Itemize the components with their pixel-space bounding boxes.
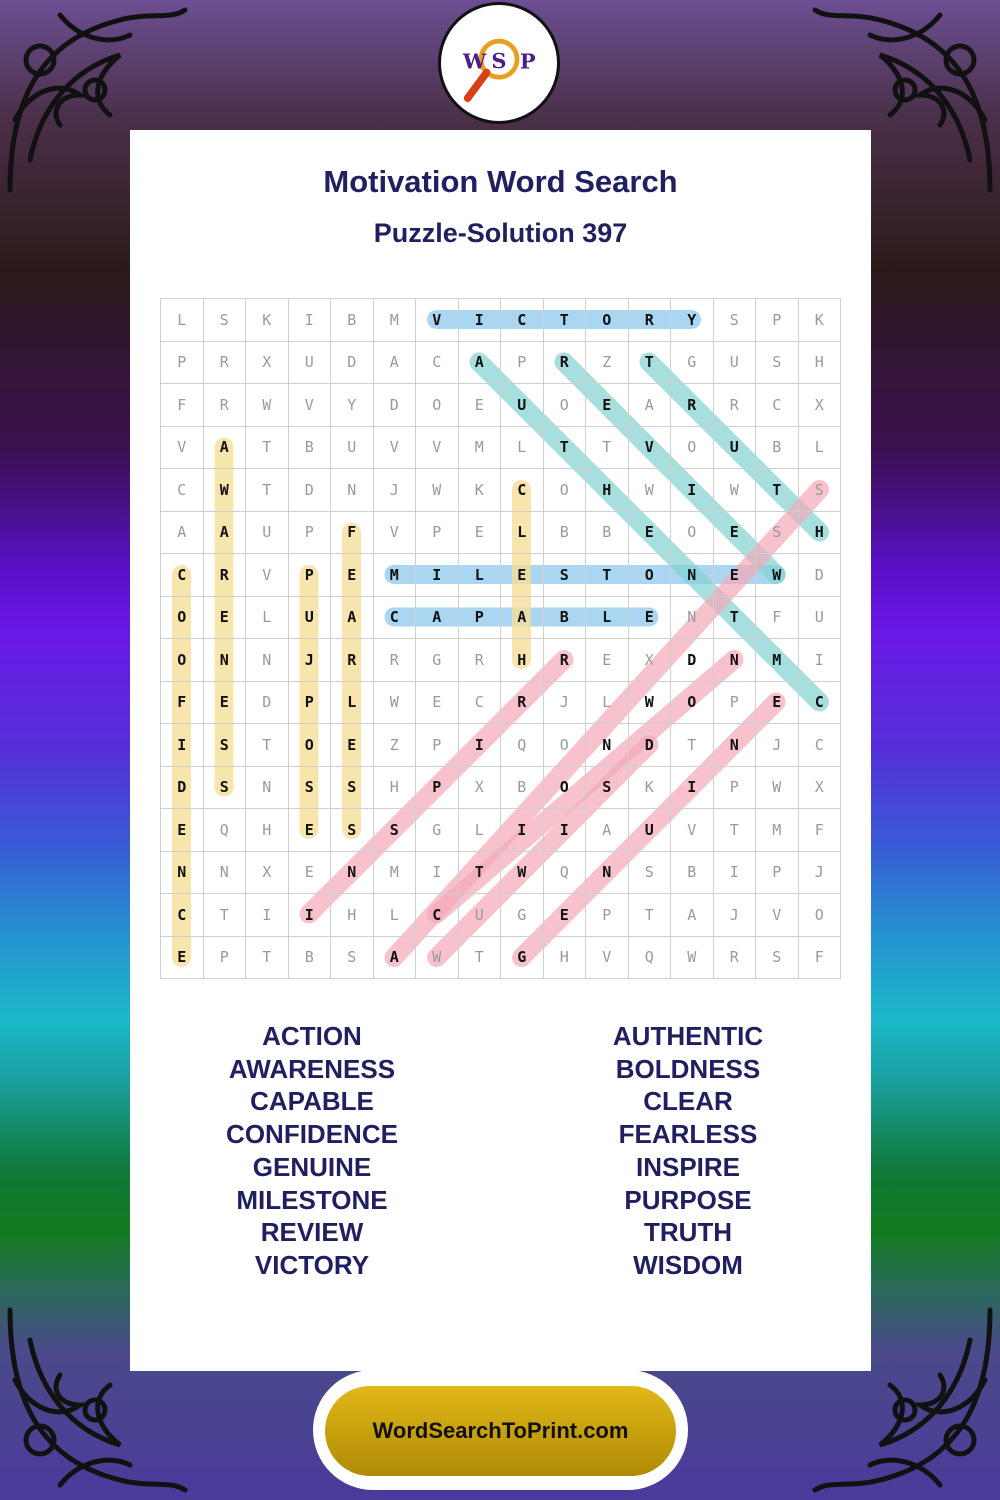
grid-cell[interactable]: O	[671, 512, 714, 555]
grid-cell[interactable]: H	[586, 469, 629, 512]
grid-cell[interactable]: E	[586, 384, 629, 427]
grid-cell[interactable]: E	[161, 937, 204, 980]
wsp-logo	[438, 2, 560, 124]
grid-cell[interactable]: I	[799, 639, 842, 682]
word-list-item: VICTORY	[254, 1249, 370, 1280]
grid-cell[interactable]: R	[204, 554, 247, 597]
word-list-item: MILESTONE	[236, 1184, 388, 1215]
grid-cell[interactable]: C	[416, 894, 459, 937]
grid-cell[interactable]: E	[501, 554, 544, 597]
grid-cell[interactable]: N	[586, 724, 629, 767]
grid-cell[interactable]: E	[161, 809, 204, 852]
grid-cell[interactable]: R	[501, 682, 544, 725]
grid-cell[interactable]: N	[161, 852, 204, 895]
word-list-item: GENUINE	[252, 1151, 372, 1182]
word-list-item: REVIEW	[260, 1217, 364, 1248]
grid-cell[interactable]: W	[416, 469, 459, 512]
grid-cell[interactable]: E	[714, 512, 757, 555]
grid-cell[interactable]: E	[331, 554, 374, 597]
grid-cell[interactable]: R	[374, 639, 417, 682]
grid-cell[interactable]: P	[714, 682, 757, 725]
grid-cell[interactable]: H	[374, 767, 417, 810]
grid-cell[interactable]: D	[374, 384, 417, 427]
word-list-item: AWARENESS	[228, 1053, 396, 1084]
grid-cell[interactable]: N	[331, 852, 374, 895]
grid-cell[interactable]: K	[799, 299, 842, 342]
grid-cell[interactable]: E	[416, 682, 459, 725]
grid-cell[interactable]: T	[714, 809, 757, 852]
grid-cell[interactable]: L	[246, 597, 289, 640]
grid-cell[interactable]: T	[586, 427, 629, 470]
grid-cell[interactable]: H	[799, 342, 842, 385]
grid-cell[interactable]: F	[799, 937, 842, 980]
grid-cell[interactable]: P	[289, 512, 332, 555]
grid-cell[interactable]: F	[799, 809, 842, 852]
grid-cell[interactable]: B	[756, 427, 799, 470]
grid-cell[interactable]: T	[459, 852, 502, 895]
grid-cell[interactable]: U	[714, 342, 757, 385]
grid-cell[interactable]: D	[161, 767, 204, 810]
grid-cell[interactable]: L	[459, 554, 502, 597]
grid-cell[interactable]: B	[586, 512, 629, 555]
grid-cell[interactable]: V	[416, 299, 459, 342]
grid-cell[interactable]: C	[799, 682, 842, 725]
grid-cell[interactable]: A	[671, 894, 714, 937]
grid-cell[interactable]: P	[161, 342, 204, 385]
grid-cell[interactable]: E	[289, 809, 332, 852]
grid-cell[interactable]: B	[544, 512, 587, 555]
grid-cell[interactable]: W	[374, 682, 417, 725]
grid-cell[interactable]: V	[671, 809, 714, 852]
grid-cell[interactable]: W	[714, 469, 757, 512]
word-list-item: CLEAR	[643, 1086, 733, 1117]
grid-cell[interactable]: N	[671, 554, 714, 597]
grid-cell[interactable]: O	[629, 554, 672, 597]
grid-cell[interactable]: N	[671, 597, 714, 640]
grid-cell[interactable]: X	[799, 384, 842, 427]
grid-cell[interactable]: V	[289, 384, 332, 427]
grid-cell[interactable]: U	[799, 597, 842, 640]
grid-cell[interactable]: E	[289, 852, 332, 895]
grid-cell[interactable]: P	[289, 682, 332, 725]
grid-cell[interactable]: T	[246, 724, 289, 767]
grid-cell[interactable]: R	[459, 639, 502, 682]
grid-cell[interactable]: R	[204, 342, 247, 385]
grid-cell[interactable]: Z	[586, 342, 629, 385]
word-list-item: WISDOM	[633, 1249, 743, 1280]
grid-cell[interactable]: P	[289, 554, 332, 597]
grid-cell[interactable]: N	[714, 724, 757, 767]
grid-cell[interactable]: P	[459, 597, 502, 640]
grid-cell[interactable]: T	[671, 724, 714, 767]
grid-cell[interactable]: C	[161, 894, 204, 937]
grid-cell[interactable]: H	[501, 639, 544, 682]
grid-cell[interactable]: T	[246, 937, 289, 980]
grid-cell[interactable]: M	[756, 639, 799, 682]
grid-cell[interactable]: E	[756, 682, 799, 725]
grid-cell[interactable]: W	[501, 852, 544, 895]
grid-cell[interactable]: S	[544, 554, 587, 597]
grid-cell[interactable]: T	[246, 469, 289, 512]
grid-cell[interactable]: W	[671, 937, 714, 980]
grid-cell[interactable]: O	[289, 724, 332, 767]
grid-cell[interactable]: J	[756, 724, 799, 767]
grid-cell[interactable]: W	[629, 682, 672, 725]
grid-cell[interactable]: C	[416, 342, 459, 385]
grid-cell[interactable]: X	[799, 767, 842, 810]
grid-cell[interactable]: C	[756, 384, 799, 427]
word-list-item: CONFIDENCE	[226, 1119, 398, 1150]
grid-cell[interactable]: R	[671, 384, 714, 427]
grid-cell[interactable]: J	[714, 894, 757, 937]
grid-cell[interactable]: W	[629, 469, 672, 512]
grid-cell[interactable]: L	[586, 682, 629, 725]
grid-cell[interactable]: R	[544, 639, 587, 682]
grid-cell[interactable]: I	[459, 724, 502, 767]
grid-cell[interactable]: K	[459, 469, 502, 512]
grid-cell[interactable]: F	[331, 512, 374, 555]
grid-cell[interactable]: W	[756, 767, 799, 810]
grid-cell[interactable]: O	[544, 469, 587, 512]
grid-cell[interactable]: R	[714, 937, 757, 980]
grid-cell[interactable]: P	[756, 299, 799, 342]
grid-cell[interactable]: J	[799, 852, 842, 895]
grid-cell[interactable]: A	[204, 427, 247, 470]
grid-cell[interactable]: M	[374, 554, 417, 597]
grid-cell[interactable]: U	[289, 342, 332, 385]
grid-cell[interactable]: O	[544, 724, 587, 767]
grid-cell[interactable]: V	[586, 937, 629, 980]
grid-cell[interactable]: H	[544, 937, 587, 980]
grid-cell[interactable]: Q	[501, 724, 544, 767]
grid-cell[interactable]: E	[459, 384, 502, 427]
logo-letter-s: S	[491, 47, 507, 73]
grid-cell[interactable]: T	[544, 299, 587, 342]
grid-cell[interactable]: M	[374, 299, 417, 342]
grid-cell[interactable]: G	[501, 937, 544, 980]
logo-letter-p: P	[519, 48, 536, 74]
grid-cell[interactable]: S	[586, 767, 629, 810]
grid-cell[interactable]: I	[714, 852, 757, 895]
grid-cell[interactable]: O	[416, 384, 459, 427]
grid-cell[interactable]: P	[204, 937, 247, 980]
grid-cell[interactable]: T	[714, 597, 757, 640]
grid-cell[interactable]: I	[289, 894, 332, 937]
grid-cell[interactable]: A	[204, 512, 247, 555]
grid-cell[interactable]: P	[416, 512, 459, 555]
grid-cell[interactable]: T	[204, 894, 247, 937]
grid-cell[interactable]: I	[161, 724, 204, 767]
grid-cell[interactable]: Q	[544, 852, 587, 895]
grid-cell[interactable]: H	[246, 809, 289, 852]
grid-cell[interactable]: E	[714, 554, 757, 597]
grid-cell[interactable]: E	[629, 597, 672, 640]
grid-cell[interactable]: S	[799, 469, 842, 512]
grid-cell[interactable]: U	[289, 597, 332, 640]
grid-cell[interactable]: N	[331, 469, 374, 512]
grid-cell[interactable]: X	[459, 767, 502, 810]
grid-cell[interactable]: H	[331, 894, 374, 937]
grid-cell[interactable]: B	[289, 427, 332, 470]
word-list-item: BOLDNESS	[615, 1053, 761, 1084]
word-list-item: CAPABLE	[250, 1086, 374, 1117]
grid-cell[interactable]: G	[416, 809, 459, 852]
grid-cell[interactable]: I	[416, 852, 459, 895]
grid-cell[interactable]: W	[246, 384, 289, 427]
grid-cell[interactable]: P	[586, 894, 629, 937]
grid-cell[interactable]: L	[501, 427, 544, 470]
grid-cell[interactable]: S	[331, 937, 374, 980]
word-list-left	[162, 1020, 462, 1282]
grid-cell[interactable]: I	[544, 809, 587, 852]
grid-cell[interactable]: L	[799, 427, 842, 470]
grid-cell[interactable]: P	[756, 852, 799, 895]
grid-cell[interactable]: S	[756, 512, 799, 555]
grid-cell[interactable]: V	[246, 554, 289, 597]
grid-cell[interactable]: G	[671, 342, 714, 385]
grid-cell[interactable]: I	[501, 809, 544, 852]
grid-cell[interactable]: E	[331, 724, 374, 767]
grid-cell[interactable]: B	[331, 299, 374, 342]
grid-cell[interactable]: L	[331, 682, 374, 725]
grid-cell[interactable]: P	[416, 767, 459, 810]
grid-cell[interactable]: D	[289, 469, 332, 512]
grid-cell[interactable]: D	[629, 724, 672, 767]
grid-cell[interactable]: D	[246, 682, 289, 725]
grid-cell[interactable]: I	[416, 554, 459, 597]
grid-cell[interactable]: V	[416, 427, 459, 470]
grid-cell[interactable]: O	[544, 384, 587, 427]
word-list-item: TRUTH	[643, 1217, 733, 1248]
grid-cell[interactable]: D	[671, 639, 714, 682]
grid-cell[interactable]: G	[416, 639, 459, 682]
grid-cell[interactable]: C	[374, 597, 417, 640]
footer-badge	[313, 1370, 688, 1490]
grid-cell[interactable]: J	[544, 682, 587, 725]
grid-cell[interactable]: N	[204, 639, 247, 682]
page-subtitle: Puzzle-Solution 397	[373, 218, 628, 248]
grid-cell[interactable]: A	[586, 809, 629, 852]
grid-cell[interactable]: Q	[629, 937, 672, 980]
grid-cell[interactable]: S	[204, 767, 247, 810]
grid-cell[interactable]: S	[629, 852, 672, 895]
grid-cell[interactable]: I	[671, 767, 714, 810]
grid-cell[interactable]: R	[544, 342, 587, 385]
grid-cell[interactable]: R	[331, 639, 374, 682]
word-list-item: ACTION	[262, 1021, 362, 1051]
word-list-item: INSPIRE	[635, 1151, 741, 1182]
grid-cell[interactable]: F	[161, 384, 204, 427]
grid-cell[interactable]: S	[204, 299, 247, 342]
grid-cell[interactable]: Z	[374, 724, 417, 767]
grid-cell[interactable]: O	[161, 597, 204, 640]
grid-cell[interactable]: I	[289, 299, 332, 342]
grid-cell[interactable]: C	[161, 554, 204, 597]
grid-cell[interactable]: O	[586, 299, 629, 342]
grid-cell[interactable]: F	[756, 597, 799, 640]
grid-cell[interactable]: Y	[331, 384, 374, 427]
grid-cell[interactable]: M	[459, 427, 502, 470]
grid-cell[interactable]: X	[629, 639, 672, 682]
grid-cell[interactable]: T	[756, 469, 799, 512]
grid-cell[interactable]: W	[204, 469, 247, 512]
grid-cell[interactable]: S	[331, 809, 374, 852]
grid-cell[interactable]: N	[246, 767, 289, 810]
grid-cell[interactable]: O	[161, 639, 204, 682]
grid-cell[interactable]: V	[756, 894, 799, 937]
grid-cell[interactable]: V	[374, 512, 417, 555]
grid-cell[interactable]: P	[714, 767, 757, 810]
word-list-item: AUTHENTIC	[612, 1021, 764, 1051]
grid-cell[interactable]: U	[331, 427, 374, 470]
grid-cell[interactable]: T	[544, 427, 587, 470]
grid-cell[interactable]: E	[204, 682, 247, 725]
grid-cell[interactable]: R	[629, 299, 672, 342]
grid-cell[interactable]: E	[459, 512, 502, 555]
grid-cell[interactable]: U	[501, 384, 544, 427]
letter-grid	[160, 298, 841, 979]
grid-cell[interactable]: N	[246, 639, 289, 682]
grid-cell[interactable]: A	[459, 342, 502, 385]
grid-cell[interactable]: G	[501, 894, 544, 937]
grid-cell[interactable]: C	[501, 469, 544, 512]
grid-cell[interactable]: S	[204, 724, 247, 767]
grid-cell[interactable]: I	[459, 299, 502, 342]
grid-cell[interactable]: U	[459, 894, 502, 937]
grid-cell[interactable]: D	[331, 342, 374, 385]
grid-cell[interactable]: P	[501, 342, 544, 385]
grid-cell[interactable]: A	[416, 597, 459, 640]
grid-cell[interactable]: N	[714, 639, 757, 682]
grid-cell[interactable]: O	[799, 894, 842, 937]
grid-cell[interactable]: S	[756, 342, 799, 385]
grid-cell[interactable]: L	[586, 597, 629, 640]
grid-cell[interactable]: N	[204, 852, 247, 895]
word-list-right	[538, 1020, 838, 1282]
grid-cell[interactable]: U	[629, 809, 672, 852]
grid-cell[interactable]: V	[629, 427, 672, 470]
grid-cell[interactable]: O	[671, 682, 714, 725]
grid-cell[interactable]: V	[161, 427, 204, 470]
grid-cell[interactable]: P	[416, 724, 459, 767]
logo-letter-w: W	[462, 48, 487, 74]
grid-cell[interactable]: E	[544, 894, 587, 937]
grid-cell[interactable]: Y	[671, 299, 714, 342]
grid-cell[interactable]: S	[331, 767, 374, 810]
grid-cell[interactable]: K	[629, 767, 672, 810]
grid-cell[interactable]: S	[289, 767, 332, 810]
grid-cell[interactable]: A	[331, 597, 374, 640]
grid-cell[interactable]: W	[416, 937, 459, 980]
grid-cell[interactable]: X	[246, 342, 289, 385]
grid-cell[interactable]: V	[374, 427, 417, 470]
grid-cell[interactable]: R	[714, 384, 757, 427]
grid-cell[interactable]: U	[246, 512, 289, 555]
grid-cell[interactable]: S	[756, 937, 799, 980]
grid-cell[interactable]: C	[501, 299, 544, 342]
grid-cell[interactable]: S	[374, 809, 417, 852]
grid-cell[interactable]: A	[501, 597, 544, 640]
word-list-item: FEARLESS	[618, 1119, 758, 1150]
grid-cell[interactable]: U	[714, 427, 757, 470]
grid-cell[interactable]: X	[246, 852, 289, 895]
grid-cell[interactable]: L	[374, 894, 417, 937]
grid-cell[interactable]: A	[161, 512, 204, 555]
grid-cell[interactable]: T	[459, 937, 502, 980]
grid-cell[interactable]: C	[799, 724, 842, 767]
grid-cell[interactable]: M	[756, 809, 799, 852]
grid-cell[interactable]: C	[459, 682, 502, 725]
grid-cell[interactable]: D	[799, 554, 842, 597]
word-list-item: PURPOSE	[624, 1184, 752, 1215]
grid-cell[interactable]: M	[374, 852, 417, 895]
grid-cell[interactable]: L	[161, 299, 204, 342]
grid-cell[interactable]: R	[204, 384, 247, 427]
grid-cell[interactable]: C	[161, 469, 204, 512]
grid-cell[interactable]: Q	[204, 809, 247, 852]
grid-cell[interactable]: T	[246, 427, 289, 470]
grid-cell[interactable]: B	[501, 767, 544, 810]
grid-cell[interactable]: L	[459, 809, 502, 852]
grid-cell[interactable]: I	[671, 469, 714, 512]
grid-cell[interactable]: B	[544, 597, 587, 640]
site-link[interactable]: WordSearchToPrint.com	[325, 1386, 676, 1476]
grid-cell[interactable]: E	[586, 639, 629, 682]
word-grid-container	[160, 298, 841, 979]
grid-cell[interactable]: J	[374, 469, 417, 512]
grid-cell[interactable]: B	[671, 852, 714, 895]
puzzle-card	[130, 130, 871, 1371]
grid-cell[interactable]: O	[544, 767, 587, 810]
grid-cell[interactable]: O	[671, 427, 714, 470]
grid-cell[interactable]: J	[289, 639, 332, 682]
grid-cell[interactable]: T	[629, 894, 672, 937]
grid-cell[interactable]: A	[374, 342, 417, 385]
grid-cell[interactable]: K	[246, 299, 289, 342]
grid-cell[interactable]: I	[246, 894, 289, 937]
grid-cell[interactable]: T	[629, 342, 672, 385]
grid-cell[interactable]: T	[586, 554, 629, 597]
grid-cell[interactable]: E	[629, 512, 672, 555]
grid-cell[interactable]: A	[629, 384, 672, 427]
grid-cell[interactable]: L	[501, 512, 544, 555]
grid-cell[interactable]: N	[586, 852, 629, 895]
grid-cell[interactable]: F	[161, 682, 204, 725]
grid-cell[interactable]: S	[714, 299, 757, 342]
grid-cell[interactable]: B	[289, 937, 332, 980]
grid-cell[interactable]: E	[204, 597, 247, 640]
grid-cell[interactable]: W	[756, 554, 799, 597]
grid-cell[interactable]: H	[799, 512, 842, 555]
page-title: Motivation Word Search	[323, 164, 678, 199]
grid-cell[interactable]: A	[374, 937, 417, 980]
